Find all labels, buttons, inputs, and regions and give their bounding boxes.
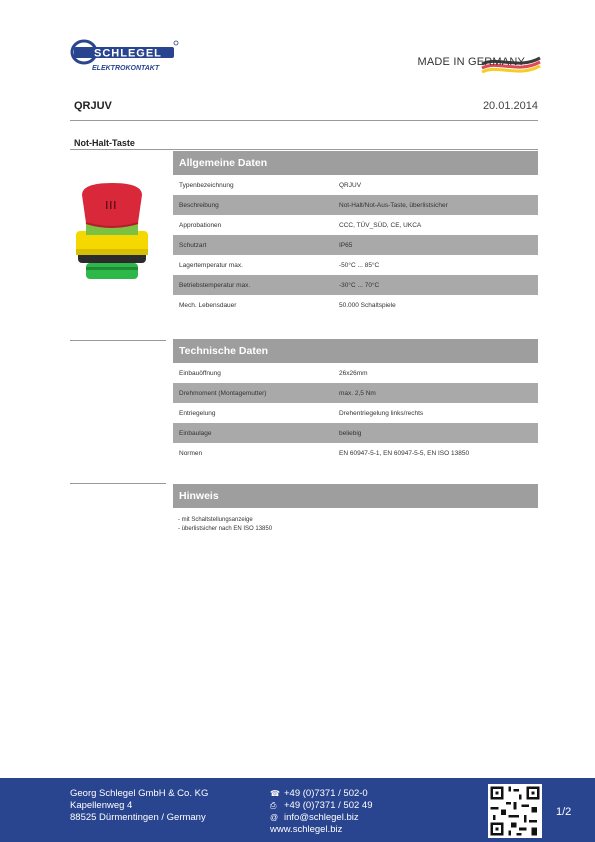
- row-value: 26x26mm: [339, 370, 368, 377]
- web-link[interactable]: www.schlegel.biz: [270, 824, 343, 835]
- data-row: [173, 295, 538, 315]
- row-key: Betriebstemperatur max.: [179, 282, 251, 289]
- row-value: IP65: [339, 242, 353, 249]
- row-value: QRJUV: [339, 182, 362, 189]
- divider: [70, 483, 166, 484]
- data-row: [173, 215, 538, 235]
- row-key: Beschreibung: [179, 202, 219, 209]
- emergency-stop-button-image: [72, 175, 152, 285]
- email-link[interactable]: info@schlegel.biz: [284, 812, 359, 823]
- row-value: 50.000 Schaltspiele: [339, 302, 396, 309]
- row-value: CCC, TÜV_SÜD, CE, UKCA: [339, 222, 422, 229]
- note-line: - überlistsicher nach EN ISO 13850: [178, 526, 273, 532]
- phone-icon: ☎: [270, 789, 280, 798]
- document-date: 20.01.2014: [482, 100, 538, 112]
- schlegel-logo: [70, 38, 180, 76]
- fax-icon: ⎙: [270, 801, 277, 810]
- email-icon: @: [270, 813, 279, 822]
- product-code: QRJUV: [74, 100, 112, 112]
- row-value: Drehentriegelung links/rechts: [339, 410, 424, 417]
- row-key: Mech. Lebensdauer: [179, 302, 237, 309]
- data-row: [173, 175, 538, 195]
- data-row: [173, 443, 538, 463]
- made-in-label: MADE IN GERMANY: [417, 56, 525, 68]
- data-row: [173, 235, 538, 255]
- phone-number: +49 (0)7371 / 502-0: [284, 788, 368, 799]
- row-key: Schutzart: [179, 242, 207, 249]
- row-value: Not-Halt/Not-Aus-Taste, überlistsicher: [339, 202, 448, 209]
- note-line: - mit Schaltstellungsanzeige: [178, 517, 253, 523]
- row-key: Drehmoment (Montagemutter): [179, 390, 267, 397]
- section-header-general: Allgemeine Daten: [173, 151, 538, 175]
- qr-code: [488, 784, 542, 838]
- row-key: Lagertemperatur max.: [179, 262, 243, 269]
- product-title: Not-Halt-Taste: [74, 138, 135, 148]
- data-row: [173, 403, 538, 423]
- data-row: [173, 275, 538, 295]
- page-number: 1/2: [556, 806, 572, 818]
- section-header-note: Hinweis: [173, 484, 538, 508]
- data-row: [173, 363, 538, 383]
- row-key: Approbationen: [179, 222, 222, 229]
- company-name: Georg Schlegel GmbH & Co. KG: [70, 788, 209, 799]
- divider: [70, 120, 538, 121]
- row-value: EN 60947-5-1, EN 60947-5-5, EN ISO 13850: [339, 450, 470, 457]
- footer-contact: [270, 788, 372, 836]
- fax-number: +49 (0)7371 / 502 49: [284, 800, 373, 811]
- data-row: [173, 195, 538, 215]
- row-key: Einbauöffnung: [179, 370, 221, 377]
- section-header-technical: Technische Daten: [173, 339, 538, 363]
- phone-row: [270, 788, 372, 800]
- data-row: [173, 423, 538, 443]
- row-key: Entriegelung: [179, 410, 216, 417]
- logo-name: SCHLEGEL: [94, 47, 162, 60]
- row-key: Typenbezeichnung: [179, 182, 234, 189]
- email-row: [270, 812, 372, 824]
- footer: [0, 778, 595, 842]
- row-value: -50°C ... 85°C: [339, 262, 380, 269]
- data-row: [173, 383, 538, 403]
- row-key: Einbaulage: [179, 430, 212, 437]
- row-key: Normen: [179, 450, 203, 457]
- fax-row: [270, 800, 372, 812]
- divider: [70, 149, 538, 150]
- row-value: -30°C ... 70°C: [339, 282, 380, 289]
- data-row: [173, 255, 538, 275]
- street: Kapellenweg 4: [70, 800, 133, 811]
- row-value: max. 2,5 Nm: [339, 390, 376, 397]
- row-value: beliebig: [339, 430, 362, 437]
- divider: [70, 340, 166, 341]
- note-list: [178, 516, 272, 534]
- footer-address: [70, 788, 208, 824]
- city: 88525 Dürmentingen / Germany: [70, 812, 206, 823]
- logo-subtitle: ELEKTROKONTAKT: [92, 65, 160, 72]
